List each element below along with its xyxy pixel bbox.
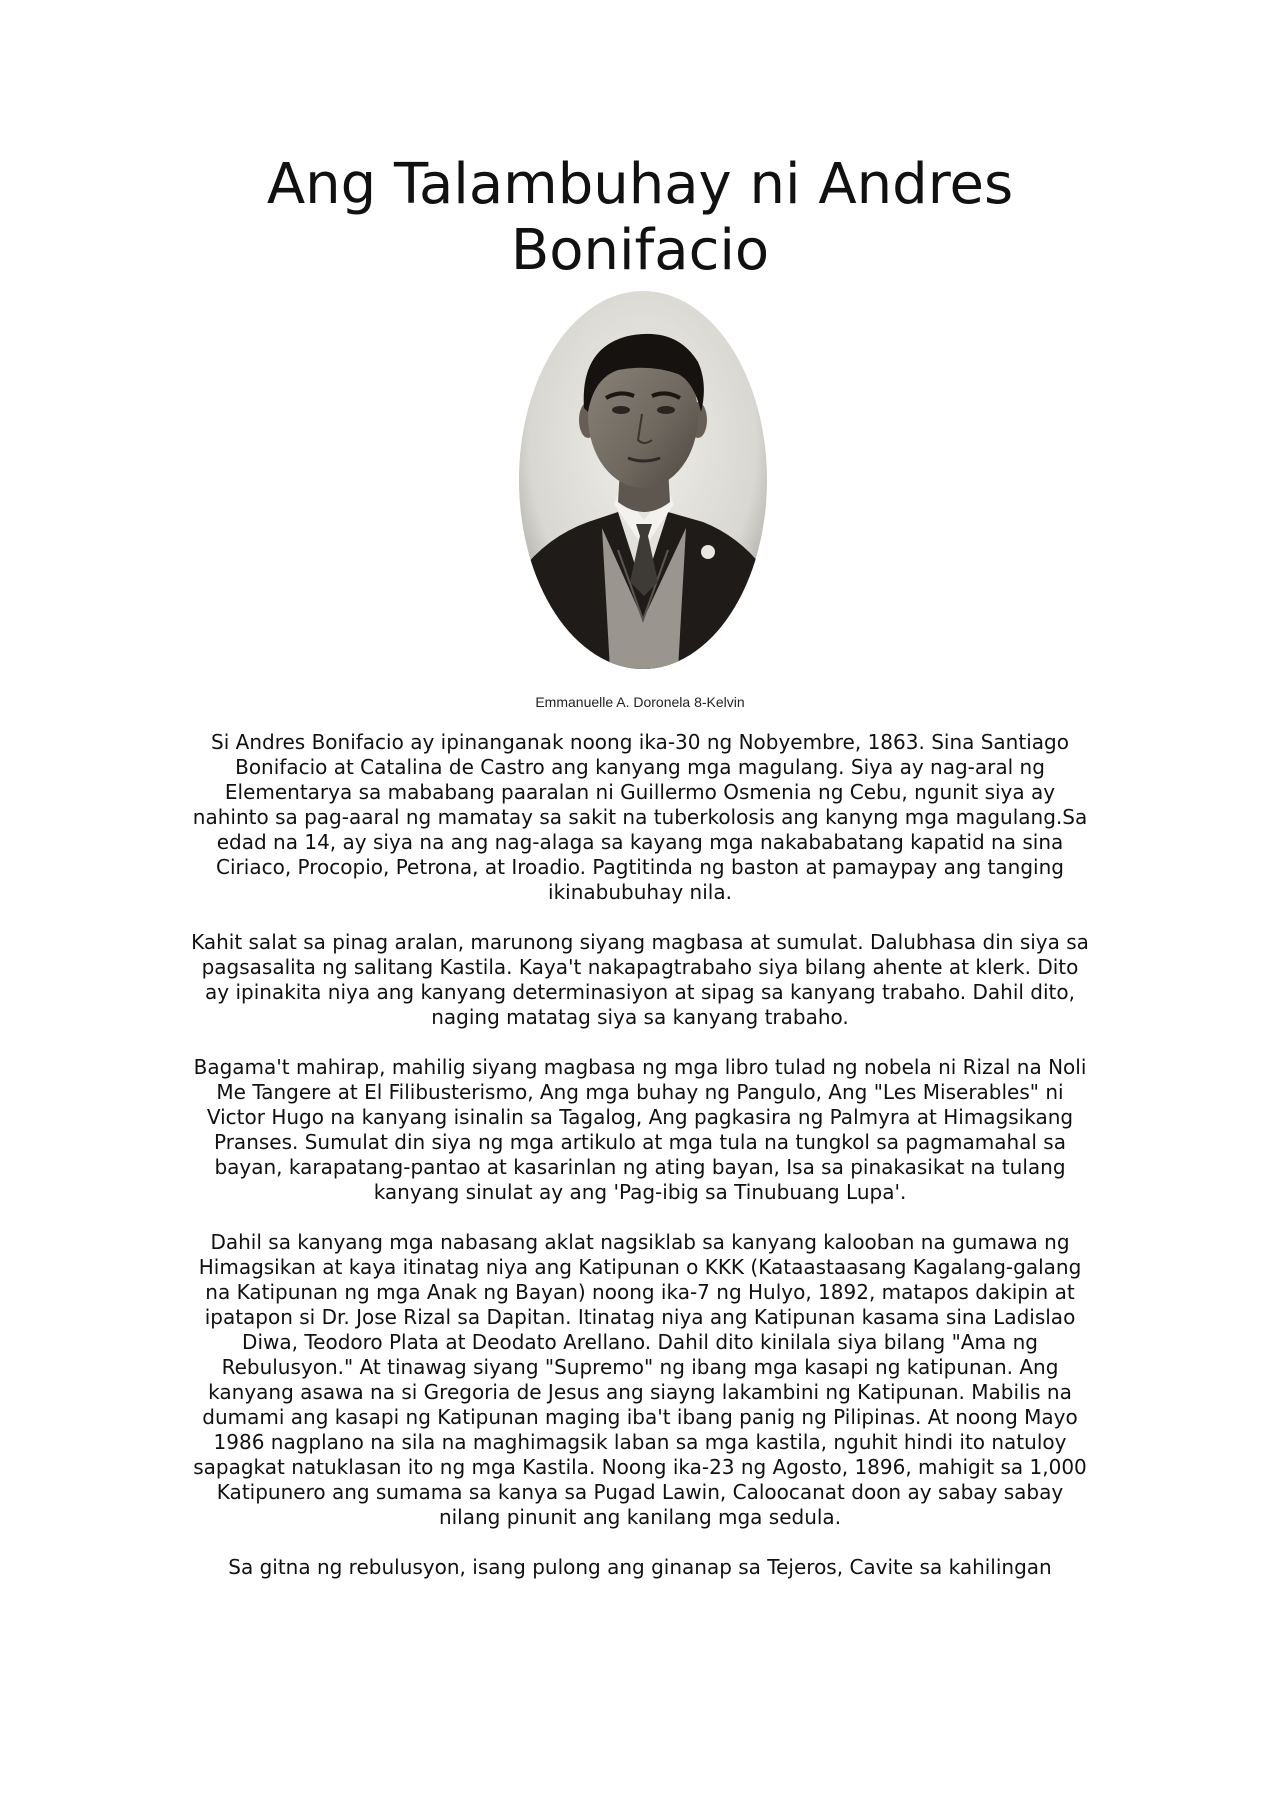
portrait-photo-icon: [518, 290, 768, 670]
paragraph-3: Bagama't mahirap, mahilig siyang magbasa ng mga libro tulad ng nobela ni Rizal na Noli Me Tangere at El Filibusterismo, Ang mga buhay ng Pangulo, Ang "Les Miserables" ni Victor Hugo na kanyang isinalin sa Tagalog, Ang pagkasira ng Palmyra at Himagsikang Pranses. Sumulat din siya ng mga artikulo at mga tula na tungkol sa pagmamahal sa bayan, karapatang-pantao at kasarinlan ng ating bayan, Isa sa pinakasikat na tulang kanyang sinulat ay ang 'Pag-ibig sa Tinubuang Lupa'.: [193, 1055, 1087, 1204]
document-title: [0, 152, 1280, 284]
paragraph-4: Dahil sa kanyang mga nabasang aklat nagsiklab sa kanyang kalooban na gumawa ng Himagsikan at kaya itinatag niya ang Katipunan o KKK (Kataastaasang Kagalang-galang na Katipunan ng mga Anak ng Bayan) noong ika-7 ng Hulyo, 1892, matapos dakipin at ipatapon si Dr. Jose Rizal sa Dapitan. Itinatag niya ang Katipunan kasama sina Ladislao Diwa, Teodoro Plata at Deodato Arellano. Dahil dito kinilala siya bilang "Ama ng Rebulusyon." At tinawag siyang "Supremo" ng ibang mga kasapi ng katipunan. Ang kanyang asawa na si Gregoria de Jesus ang siayng lakambini ng Katipunan. Mabilis na dumami ang kasapi ng Katipunan maging iba't ibang panig ng Pilipinas. At noong Mayo 1986 nagplano na sila na maghimagsik laban sa mga kastila, nguhit hindi ito natuloy sapagkat natuklasan ito ng mga Kastila. Noong ika-23 ng Agosto, 1896, mahigit sa 1,000 Katipunero ang sumama sa kanya sa Pugad Lawin, Caloocanat doon ay sabay sabay nilang pinunit ang kanilang mga sedula.: [193, 1230, 1087, 1529]
paragraph-2: Kahit salat sa pinag aralan, marunong siyang magbasa at sumulat. Dalubhasa din siya sa pagsasalita ng salitang Kastila. Kaya't nakapagtrabaho siya bilang ahente at klerk. Dito ay ipinakita niya ang kanyang determinasiyon at sipag sa kanyang trabaho. Dahil dito, naging matatag siya sa kanyang trabaho.: [191, 930, 1089, 1029]
title-line-2: Bonifacio: [510, 218, 770, 283]
biography-body: [190, 730, 1090, 1605]
portrait-photo: [518, 290, 768, 670]
title-line-1: Ang Talambuhay ni Andres: [266, 152, 1014, 217]
photo-caption: Emmanuelle A. Doronela 8-Kelvin: [535, 694, 745, 710]
paragraph-5: Sa gitna ng rebulusyon, isang pulong ang ginanap sa Tejeros, Cavite sa kahilingan: [228, 1555, 1052, 1579]
paragraph-1: Si Andres Bonifacio ay ipinanganak noong ika-30 ng Nobyembre, 1863. Sina Santiago Bonifacio at Catalina de Castro ang kanyang mga magulang. Siya ay nag-aral ng Elementarya sa mababang paaralan ni Guillermo Osmenia ng Cebu, ngunit siya ay nahinto sa pag-aaral ng mamatay sa sakit na tuberkolosis ang kanyng mga magulang.Sa edad na 14, ay siya na ang nag-alaga sa kayang mga nakababatang kapatid na sina Ciriaco, Procopio, Petrona, at Iroadio. Pagtitinda ng baston at pamaypay ang tanging ikinabubuhay nila.: [192, 730, 1088, 904]
